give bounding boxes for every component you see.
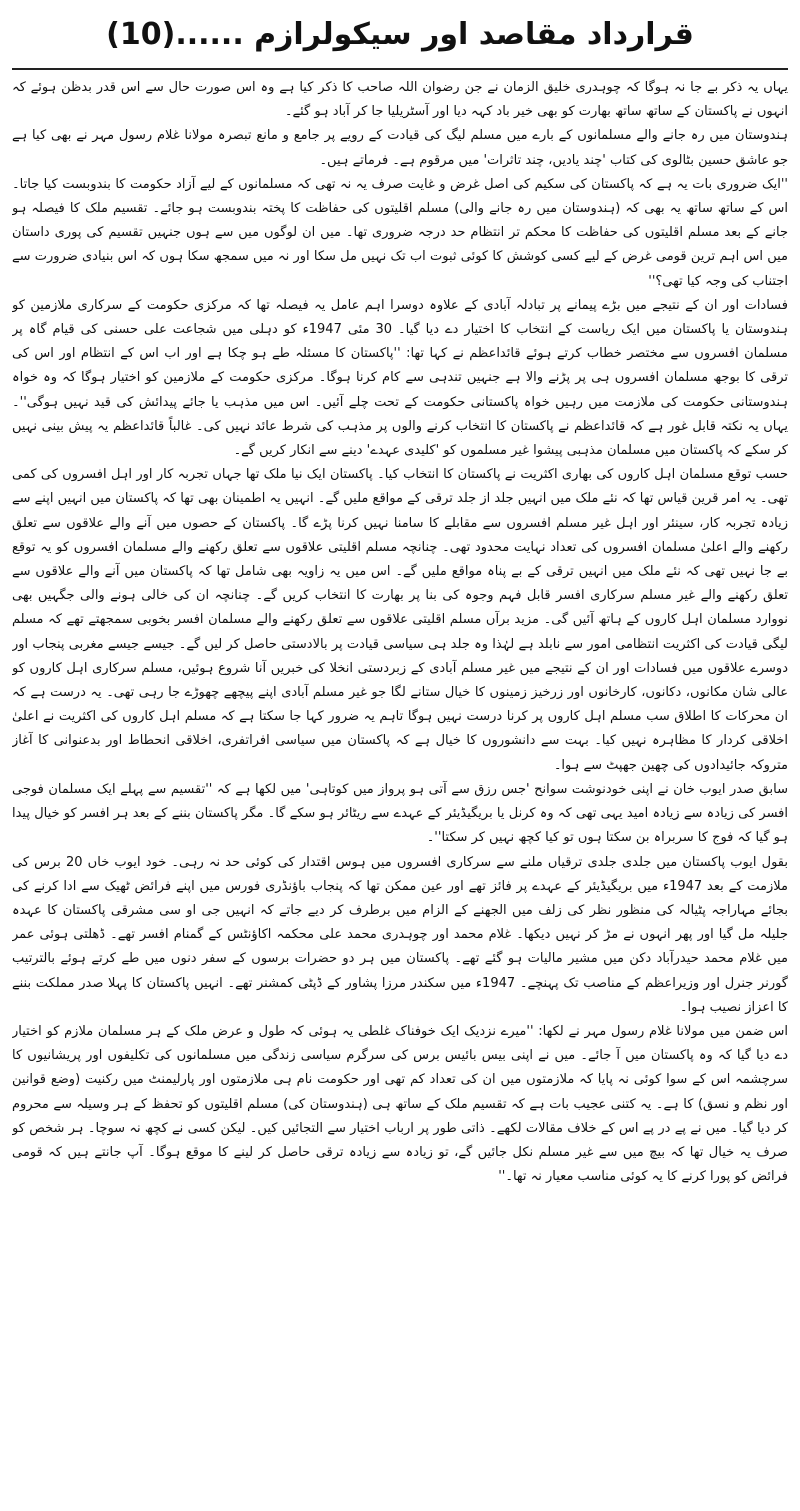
paragraph: یہاں یہ ذکر بے جا نہ ہوگا کہ چوہدری خلیق الزمان نے جن رضوان اللہ صاحب کا ذکر کیا ہے وہ اس صورت حال سے اس قدر بدظن ہوئے کہ انہوں نے پاکستان کے ساتھ ساتھ بھارت کو بھی خیر باد کہہ دیا اور آسٹریلیا جا کر آباد ہو گئے۔	[12, 80, 788, 120]
paragraph: فسادات اور ان کے نتیجے میں بڑے پیمانے پر تبادلہ آبادی کے علاوہ دوسرا اہم عامل یہ فیصلہ تھا کہ مرکزی حکومت کے سرکاری ملازمین کو ہندوستان یا پاکستان میں ایک ریاست کے انتخاب کا اختیار دے دیا گیا۔ 30 مئی 1947ء کو دہلی میں شجاعت علی حسنی کی قیام گاہ پر مسلمان افسروں سے مختصر خطاب کرتے ہوئے قائداعظم نے کہا تھا: ''پاکستان کا مسئلہ طے ہو چکا ہے اور اب اس کے انتظام اور اس کی ترقی کا بوجھ مسلمان افسروں ہی پر پڑنے والا ہے جنہیں تندہی سے کام کرنا ہوگا۔ مرکزی حکومت کے ملازمین کو اختیار ہوگا کہ وہ خواہ ہندوستانی حکومت کی ملازمت میں رہیں خواہ پاکستانی حکومت کے تحت چلے آئیں۔ اس میں مذہب یا جائے پیدائش کی قید نہیں ہوگی''۔ یہاں یہ نکتہ قابل غور ہے کہ قائداعظم نے پاکستان کا انتخاب کرنے والوں پر مذہب کی شرط عائد نہیں کی۔ غالباً قائداعظم یہ پیش بینی نہیں کر سکے کہ پاکستان میں مسلمان مذہبی پیشوا غیر مسلموں کو 'کلیدی عہدے' دینے سے انکار کریں گے۔	[12, 297, 788, 459]
paragraph: حسب توقع مسلمان اہل کاروں کی بھاری اکثریت نے پاکستان کا انتخاب کیا۔ پاکستان ایک نیا ملک تھا جہاں تجربہ کار اور اہل افسروں کی کمی تھی۔ یہ امر قرین قیاس تھا کہ نئے ملک میں انہیں جلد از جلد ترقی کے مواقع ملیں گے۔ انہیں یہ اطمینان بھی تھا کہ پاکستان میں انہیں اپنے سے زیادہ تجربہ کار، سینئر اور اہل غیر مسلم افسروں سے مقابلے کا سامنا نہیں کرنا پڑے گا۔ پاکستان کے حصوں میں آنے والے علاقوں سے تعلق رکھنے والے اعلیٰ مسلمان افسروں کی تعداد نہایت محدود تھی۔ چنانچہ مسلم اقلیتی علاقوں سے تعلق رکھنے والے مسلمان افسروں کو یہ توقع بے جا نہیں تھی کہ نئے ملک میں انہیں ترقی کے بے پناہ مواقع ملیں گے۔ اس میں یہ زاویہ بھی شامل تھا کہ پاکستان میں آنے والے علاقوں سے تعلق رکھنے والے غیر مسلم سرکاری افسر قابل فہم وجوہ کی بنا پر بھارت کا انتخاب کریں گے۔ چنانچہ ان کی خالی ہونے والی جگہیں بھی نووارد مسلمان اہل کاروں کے ہاتھ آئیں گی۔ مزید برآں مسلم اقلیتی علاقوں سے تعلق رکھنے والے مسلمان افسر بخوبی سمجھتے تھے کہ مسلم لیگی قیادت کی اکثریت انتظامی امور سے نابلد ہے لہٰذا وہ جلد ہی سیاسی قیادت پر بالادستی حاصل کر لیں گے۔ جیسے جیسے مغربی پنجاب اور دوسرے علاقوں میں فسادات اور ان کے نتیجے میں غیر مسلم آبادی کے زبردستی انخلا کی خبریں آنا شروع ہوئیں، مسلم سرکاری اہل کاروں کو عالی شان مکانوں، دکانوں، کارخانوں اور زرخیز زمینوں کا خیال ستانے لگا جو غیر مسلم آبادی اپنے پیچھے چھوڑے جا رہی تھی۔ یہ درست ہے کہ ان محرکات کا اطلاق سب مسلم اہل کاروں پر کرنا درست نہیں ہوگا تاہم یہ ضرور کہا جا سکتا ہے کہ مسلم اہل کاروں کی اکثریت نے اعلیٰ اخلاقی کردار کا مظاہرہ نہیں کیا۔ بہت سے دانشوروں کا خیال ہے کہ پاکستان میں سیاسی افراتفری، اخلاقی انحطاط اور بدعنوانی کا آغاز متروکہ جائیدادوں کی چھین جھپٹ سے ہوا۔	[12, 467, 788, 773]
paragraph: سابق صدر ایوب خان نے اپنی خودنوشت سوانح 'جس رزق سے آتی ہو پرواز میں کوتاہی' میں لکھا ہے کہ ''تقسیم سے پہلے ایک مسلمان فوجی افسر کی زیادہ سے زیادہ امید یہی تھی کہ وہ کرنل یا بریگیڈیئر کے عہدے سے ریٹائر ہو سکے گا۔ مگر پاکستان بننے کے بعد ہر افسر کو خیال پیدا ہو گیا کہ فوج کا سربراہ بن سکتا ہوں تو کیا کچھ نہیں کر سکتا''۔	[12, 781, 788, 846]
article-headline: قرارداد مقاصد اور سیکولرازم ......(10)	[12, 0, 788, 70]
article-body	[12, 76, 788, 1501]
paragraph: ''ایک ضروری بات یہ ہے کہ پاکستان کی سکیم کی اصل غرض و غایت صرف یہ نہ تھی کہ مسلمانوں کے لیے آزاد حکومت کا بندوبست کیا جاتا۔ اس کے ساتھ ساتھ یہ بھی کہ (ہندوستان میں رہ جانے والی) مسلم اقلیتوں کی حفاظت کا پختہ بندوبست ہو جائے۔ تقسیم ملک کا فیصلہ ہو جانے کے بعد مسلم اقلیتوں کی حفاظت کا محکم تر انتظام حد درجہ ضروری تھا۔ میں ان لوگوں میں سے ہوں جنہیں تقسیم کی پوری داستان میں اس اہم ترین قومی غرض کے لیے کسی کوشش کا کوئی ثبوت اب تک نہیں مل سکا اور نہ میں سمجھ سکا ہوں کہ اس بنیادی ضرورت سے اجتناب کی وجہ کیا تھی؟''	[12, 176, 788, 289]
paragraph: بقول ایوب پاکستان میں جلدی جلدی ترقیاں ملنے سے سرکاری افسروں میں ہوس اقتدار کی کوئی حد نہ رہی۔ خود ایوب خاں 20 برس کی ملازمت کے بعد 1947ء میں بریگیڈیئر کے عہدے پر فائز تھے اور عین ممکن تھا کہ پنجاب باؤنڈری فورس میں اپنے فرائض ٹھیک سے ادا کرنے کی بجائے مہاراجہ پٹیالہ کی منظور نظر کی زلف میں الجھنے کے الزام میں برطرف کر دیے جاتے کہ انہیں جی او سی مشرقی پاکستان کا عہدہ جلیلہ مل گیا اور پھر انہوں نے مڑ کر نہیں دیکھا۔ غلام محمد اور چوہدری محمد علی محکمہ اکاؤنٹس کے گمنام افسر تھے۔ ڈھلتی ہوئی عمر میں غلام محمد حیدرآباد دکن میں مشیر مالیات ہو گئے تھے۔ پاکستان میں ہر دو حضرات برسوں کے سفر دنوں میں طے کرتے ہوئے بالترتیب گورنر جنرل اور وزیراعظم کے مناصب تک پہنچے۔ 1947ء میں سکندر مرزا پشاور کے ڈپٹی کمشنر تھے۔ انہیں پاکستان کا پہلا صدر مملکت بننے کا اعزاز نصیب ہوا۔	[12, 854, 788, 1015]
paragraph: اس ضمن میں مولانا غلام رسول مہر نے لکھا: ''میرے نزدیک ایک خوفناک غلطی یہ ہوئی کہ طول و عرض ملک کے ہر مسلمان ملازم کو اختیار دے دیا گیا کہ وہ پاکستان میں آ جائے۔ میں نے اپنی بیس بائیس برس کی سرگرم سیاسی زندگی میں مسلمانوں کی تکلیفوں اور پریشانیوں کا سرچشمہ اس کے سوا کوئی نہ پایا کہ ملازمتوں میں ان کی تعداد کم تھی اور حکومت نام ہی ملازمتوں اور پارلیمنٹ میں رکنیت (وضع قوانین اور نظم و نسق) کا ہے۔ یہ کتنی عجیب بات ہے کہ تقسیم ملک کے ساتھ ہی (ہندوستان کی) مسلم اقلیتوں کو تحفظ کے ہر وسیلہ سے محروم کر دیا گیا۔ میں نے پے در پے اس کے خلاف مقالات لکھے۔ ذاتی طور پر ارباب اختیار سے التجائیں کیں۔ لیکن کسی نے کچھ نہ سوچا۔ ہر شخص کو صرف یہ خیال تھا کہ بیچ میں سے غیر مسلم نکل جائیں گے، تو زیادہ سے زیادہ ترقی حاصل کر لینے کا موقع ہوگا۔ آپ جانتے ہیں کہ قومی فرائض کو پورا کرنے کا یہ کوئی مناسب معیار نہ تھا۔''	[12, 1023, 788, 1185]
paragraph: ہندوستان میں رہ جانے والے مسلمانوں کے بارے میں مسلم لیگ کی قیادت کے رویے پر جامع و مانع تبصرہ مولانا غلام رسول مہر نے بھی کیا ہے جو عاشق حسین بٹالوی کی کتاب 'چند یادیں، چند تاثرات' میں مرقوم ہے۔ فرماتے ہیں۔	[12, 128, 788, 168]
